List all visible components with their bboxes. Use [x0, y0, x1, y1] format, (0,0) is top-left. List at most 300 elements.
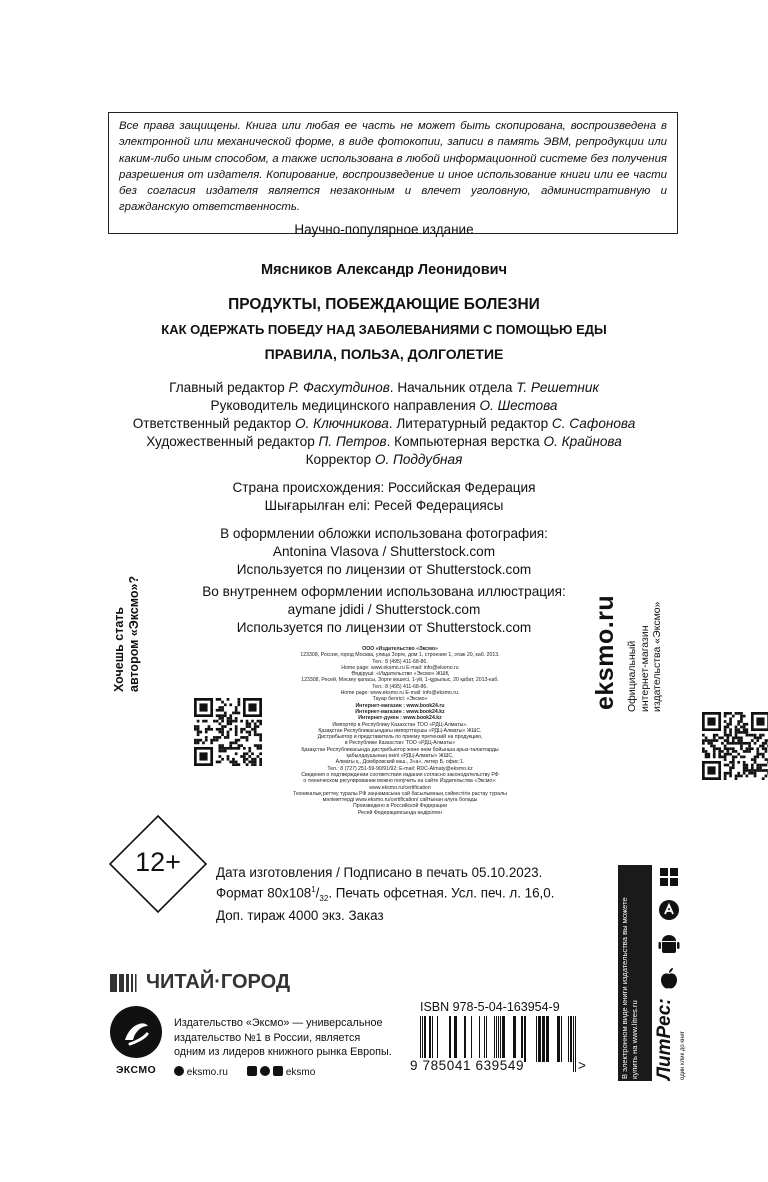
- qr-module: [251, 763, 254, 766]
- format-text: Формат 80х108: [216, 885, 312, 901]
- qr-module: [759, 745, 762, 748]
- title-sub1: КАК ОДЕРЖАТЬ ПОБЕДУ НАД ЗАБОЛЕВАНИЯМИ С ПОМОЩЬЮ ЕДЫ: [161, 322, 607, 337]
- qr-module: [743, 756, 746, 759]
- qr-module: [232, 758, 235, 761]
- qr-module: [746, 769, 749, 772]
- qr-module: [740, 717, 743, 720]
- qr-module: [221, 714, 224, 717]
- qr-module: [756, 736, 759, 739]
- qr-module: [754, 761, 757, 764]
- qr-module: [732, 747, 735, 750]
- qr-module: [707, 753, 710, 756]
- qr-module: [721, 736, 724, 739]
- imprint-line: Сведения о подтверждении соответствия издания согласно законодательству РФ: [301, 771, 499, 778]
- qr-module: [751, 766, 754, 769]
- qr-module: [229, 747, 232, 750]
- qr-module: [205, 728, 208, 731]
- eksmo-social[interactable]: eksmo: [285, 1067, 316, 1078]
- barcode-bar: [429, 1016, 431, 1062]
- qr-module: [746, 747, 749, 750]
- qr-module: [726, 712, 729, 715]
- qr-module: [259, 747, 262, 750]
- qr-module: [218, 744, 221, 747]
- qr-module: [732, 750, 735, 753]
- barcode-bar: [424, 1016, 426, 1062]
- qr-module: [259, 720, 262, 723]
- qr-module: [259, 722, 262, 725]
- qr-module: [232, 763, 235, 766]
- qr-module: [732, 739, 735, 742]
- qr-module: [762, 745, 765, 748]
- qr-module: [213, 739, 216, 742]
- qr-module: [254, 761, 257, 764]
- qr-module: [216, 761, 219, 764]
- imprint-line: в Республике Казахстан: ТОО «РДЦ-Алматы»: [344, 740, 456, 747]
- qr-module: [257, 744, 260, 747]
- qr-module: [729, 753, 732, 756]
- qr-module: [216, 709, 219, 712]
- qr-module: [224, 736, 227, 739]
- qr-module: [221, 758, 224, 761]
- qr-module: [259, 752, 262, 755]
- qr-module: [740, 747, 743, 750]
- qr-module: [743, 772, 746, 775]
- qr-module: [726, 764, 729, 767]
- qr-module: [762, 747, 765, 750]
- qr-finder: [707, 717, 715, 725]
- qr-module: [194, 725, 197, 728]
- qr-module: [235, 725, 238, 728]
- qr-module: [732, 758, 735, 761]
- qr-module: [743, 726, 746, 729]
- barcode-bar: [570, 1016, 572, 1062]
- qr-module: [197, 739, 200, 742]
- barcode-bar: [513, 1016, 516, 1062]
- qr-module: [246, 731, 249, 734]
- qr-module: [218, 761, 221, 764]
- qr-module: [735, 756, 738, 759]
- qr-module: [743, 766, 746, 769]
- isbn: ISBN 978-5-04-163954-9: [420, 1000, 560, 1014]
- qr-module: [729, 766, 732, 769]
- qr-module: [713, 745, 716, 748]
- eksmo-site[interactable]: eksmo.ru: [186, 1067, 228, 1078]
- qr-module: [235, 709, 238, 712]
- barcode-bar: [536, 1016, 537, 1062]
- qr-module: [197, 725, 200, 728]
- qr-module: [218, 736, 221, 739]
- windows-icon: [658, 866, 680, 888]
- qr-module: [732, 742, 735, 745]
- imprint-line: қабылдаушының өкілі «РДЦ-Алматы» ЖШС,: [346, 753, 454, 760]
- qr-module: [724, 753, 727, 756]
- author-invite-l2: автором «Эксмо»?: [127, 575, 141, 692]
- qr-module: [762, 753, 765, 756]
- qr-code-right: [702, 712, 768, 780]
- qr-module: [235, 720, 238, 723]
- qr-module: [208, 725, 211, 728]
- qr-module: [732, 756, 735, 759]
- web-icon: [174, 1066, 184, 1076]
- qr-module: [751, 747, 754, 750]
- author: Мясников Александр Леонидович: [261, 262, 507, 278]
- qr-module: [746, 766, 749, 769]
- qr-module: [218, 731, 221, 734]
- qr-module: [205, 739, 208, 742]
- credit-role: Ответственный редактор: [132, 416, 295, 431]
- qr-module: [726, 742, 729, 745]
- qr-module: [748, 772, 751, 775]
- qr-module: [227, 758, 230, 761]
- qr-module: [751, 769, 754, 772]
- qr-module: [724, 715, 727, 718]
- barcode-bar: [561, 1016, 562, 1062]
- qr-module: [748, 745, 751, 748]
- qr-module: [751, 764, 754, 767]
- litres-banner-text: [620, 897, 640, 1079]
- qr-module: [710, 745, 713, 748]
- barcode-bar: [486, 1016, 487, 1062]
- qr-module: [248, 731, 251, 734]
- qr-module: [254, 763, 257, 766]
- barcode-bar: [479, 1016, 480, 1062]
- qr-module: [251, 752, 254, 755]
- qr-module: [232, 742, 235, 745]
- inner-illustration-l3: Используется по лицензии от Shutterstock.com: [236, 620, 532, 635]
- print-format: Формат $80х108^1/_{32}$. Печать офсетная. Усл. печ. л. 16,0.: [216, 885, 555, 904]
- qr-module: [746, 750, 749, 753]
- qr-module: [759, 736, 762, 739]
- qr-module: [221, 701, 224, 704]
- qr-module: [216, 720, 219, 723]
- qr-module: [218, 706, 221, 709]
- qr-module: [251, 720, 254, 723]
- barcode-bar: [484, 1016, 485, 1062]
- barcode-bar: [471, 1016, 472, 1062]
- qr-module: [729, 761, 732, 764]
- qr-module: [197, 733, 200, 736]
- qr-module: [246, 722, 249, 725]
- qr-module: [259, 739, 262, 742]
- qr-module: [246, 725, 249, 728]
- qr-module: [716, 739, 719, 742]
- qr-module: [248, 747, 251, 750]
- eksmo-promo-l2: издательство №1 в России, является: [174, 1031, 361, 1044]
- qr-module: [735, 728, 738, 731]
- qr-module: [205, 720, 208, 723]
- qr-module: [254, 728, 257, 731]
- qr-module: [743, 750, 746, 753]
- qr-code-left: [194, 698, 262, 766]
- imprint-line: Импортёр в Республику Казахстан ТОО «РДЦ-Алматы».: [332, 721, 468, 728]
- qr-module: [740, 712, 743, 715]
- eksmo-promo-l1: Издательство «Эксмо» — универсальное: [174, 1017, 383, 1029]
- qr-module: [743, 731, 746, 734]
- qr-module: [748, 734, 751, 737]
- qr-module: [737, 720, 740, 723]
- qr-module: [210, 742, 213, 745]
- qr-module: [726, 726, 729, 729]
- qr-finder: [199, 752, 207, 760]
- qr-module: [737, 731, 740, 734]
- qr-module: [729, 720, 732, 723]
- imprint-line: Техникалық реттеу туралы РФ заңнамасына сай басылымның сәйкестігін растау туралы: [293, 790, 507, 797]
- qr-module: [721, 750, 724, 753]
- qr-module: [762, 742, 765, 745]
- qr-module: [259, 761, 262, 764]
- qr-module: [729, 747, 732, 750]
- qr-module: [227, 731, 230, 734]
- qr-module: [246, 763, 249, 766]
- qr-module: [765, 747, 768, 750]
- qr-module: [765, 769, 768, 772]
- qr-module: [246, 736, 249, 739]
- qr-module: [238, 744, 241, 747]
- qr-module: [716, 734, 719, 737]
- qr-module: [748, 742, 751, 745]
- qr-module: [229, 720, 232, 723]
- qr-module: [729, 712, 732, 715]
- qr-module: [221, 725, 224, 728]
- credits-line-3: [0, 416, 768, 431]
- rights-notice: Все права защищены. Книга или любая ее часть не может быть скопирована, воспроизведена в электронной или механической форме, в виде фотокопии, записи в память ЭВМ, репродукции или каким-либо иным способом, а также использована в любой информационной системе без получения разрешения от издателя. Копирование, воспроизведение и иное использование книги или ее части без согласия издателя является незаконным и влечет уголовную, административную и гражданскую ответственность.: [108, 112, 678, 234]
- qr-module: [746, 734, 749, 737]
- qr-module: [197, 720, 200, 723]
- qr-module: [735, 777, 738, 780]
- qr-module: [765, 739, 768, 742]
- eksmo-shop-l3: издательства «Эксмо»: [651, 601, 663, 712]
- qr-module: [729, 772, 732, 775]
- qr-module: [218, 714, 221, 717]
- qr-module: [240, 720, 243, 723]
- imprint-line: мәліметтерді www.eksmo.ru/certification/ сайтынан алуға болады: [322, 797, 478, 804]
- litres-tagline: один клик до книг: [680, 1031, 686, 1080]
- imprint-line: о техническом регулировании можно получить на сайте Издательства «Эксмо»:: [303, 778, 497, 785]
- qr-module: [229, 728, 232, 731]
- eksmo-promo: [174, 1016, 392, 1060]
- qr-module: [702, 734, 705, 737]
- qr-module: [251, 728, 254, 731]
- qr-module: [240, 731, 243, 734]
- qr-module: [221, 717, 224, 720]
- qr-module: [227, 747, 230, 750]
- qr-module: [240, 744, 243, 747]
- qr-module: [218, 755, 221, 758]
- imprint-line: Интернет-магазин : www.book24.ru: [355, 702, 445, 709]
- qr-module: [227, 717, 230, 720]
- credit-person: С. Сафонова: [551, 416, 636, 431]
- qr-module: [737, 775, 740, 778]
- qr-module: [257, 720, 260, 723]
- qr-module: [194, 739, 197, 742]
- qr-module: [213, 720, 216, 723]
- qr-module: [748, 747, 751, 750]
- qr-module: [724, 758, 727, 761]
- qr-module: [729, 742, 732, 745]
- barcode-arrow: >: [578, 1058, 586, 1073]
- qr-module: [213, 736, 216, 739]
- credits-line-4: [0, 434, 768, 449]
- barcode-bar: [546, 1016, 549, 1062]
- barcode-bar: [521, 1016, 523, 1062]
- imprint-line: Қазақстан Республикасында дистрибьютор және өнім бойынша арыз-талаптарды: [301, 746, 499, 753]
- qr-module: [221, 731, 224, 734]
- eksmo-shop-l1: Официальный: [626, 640, 638, 712]
- qr-module: [257, 733, 260, 736]
- qr-module: [259, 744, 262, 747]
- qr-module: [216, 698, 219, 701]
- age-rating-badge: [108, 814, 208, 914]
- barcode-bar: [568, 1016, 569, 1062]
- qr-module: [197, 728, 200, 731]
- credits-line-5: [0, 452, 768, 467]
- imprint-line: www.eksmo.ru/certification: [369, 784, 431, 791]
- qr-module: [705, 756, 708, 759]
- qr-module: [746, 764, 749, 767]
- qr-module: [726, 747, 729, 750]
- qr-module: [735, 731, 738, 734]
- qr-module: [707, 756, 710, 759]
- qr-module: [726, 750, 729, 753]
- credit-role: . Компьютерная верстка: [386, 434, 544, 449]
- qr-module: [756, 747, 759, 750]
- qr-module: [221, 728, 224, 731]
- qr-module: [216, 739, 219, 742]
- qr-module: [216, 736, 219, 739]
- qr-module: [743, 715, 746, 718]
- qr-module: [210, 728, 213, 731]
- imprint-line: Тел.: 8 (495) 411-68-86.: [372, 658, 428, 665]
- origin-kz: Шығарылған елі: Ресей Федерациясы: [264, 498, 504, 513]
- qr-module: [227, 736, 230, 739]
- imprint-line: Қазақстан Республикасындағы импорттаушы «РДЦ-Алматы» ЖШС.: [318, 727, 482, 734]
- vk-icon: [247, 1066, 257, 1076]
- imprint-line: Тел.: 8 (495) 411-68-86.: [372, 683, 428, 690]
- qr-module: [218, 728, 221, 731]
- android-icon: [658, 932, 680, 956]
- qr-module: [224, 712, 227, 715]
- qr-module: [246, 739, 249, 742]
- qr-module: [740, 775, 743, 778]
- qr-module: [724, 728, 727, 731]
- qr-module: [743, 728, 746, 731]
- barcode-bar: [449, 1016, 451, 1062]
- qr-module: [240, 736, 243, 739]
- qr-module: [197, 742, 200, 745]
- qr-module: [227, 720, 230, 723]
- ok-icon: [273, 1066, 283, 1076]
- qr-module: [724, 726, 727, 729]
- qr-module: [238, 763, 241, 766]
- qr-module: [224, 714, 227, 717]
- qr-module: [737, 742, 740, 745]
- qr-module: [243, 728, 246, 731]
- qr-module: [232, 747, 235, 750]
- qr-module: [216, 728, 219, 731]
- qr-module: [759, 764, 762, 767]
- qr-module: [705, 750, 708, 753]
- qr-module: [732, 764, 735, 767]
- qr-module: [729, 775, 732, 778]
- qr-module: [746, 723, 749, 726]
- qr-module: [235, 712, 238, 715]
- imprint-line: Өндіруші: «Издательство «Эксмо» ЖШҚ: [351, 671, 449, 678]
- qr-module: [724, 731, 727, 734]
- qr-module: [240, 755, 243, 758]
- qr-module: [248, 733, 251, 736]
- qr-module: [746, 742, 749, 745]
- barcode-bar: [542, 1016, 545, 1062]
- qr-module: [713, 739, 716, 742]
- qr-module: [724, 720, 727, 723]
- credit-person: Т. Решетник: [516, 380, 599, 395]
- qr-module: [735, 726, 738, 729]
- qr-module: [721, 742, 724, 745]
- qr-module: [702, 747, 705, 750]
- qr-module: [251, 761, 254, 764]
- qr-module: [713, 756, 716, 759]
- imprint-line: Ресей Федерациясында өндірілген: [357, 809, 443, 816]
- qr-module: [726, 753, 729, 756]
- qr-module: [740, 756, 743, 759]
- qr-module: [729, 723, 732, 726]
- qr-module: [218, 722, 221, 725]
- qr-module: [235, 728, 238, 731]
- barcode-bar: [464, 1016, 466, 1062]
- qr-module: [257, 755, 260, 758]
- print-run: Доп. тираж 4000 экз. Заказ: [216, 908, 384, 924]
- qr-module: [756, 769, 759, 772]
- qr-module: [254, 731, 257, 734]
- qr-module: [756, 756, 759, 759]
- qr-module: [202, 720, 205, 723]
- credit-person: О. Поддубная: [374, 452, 463, 467]
- qr-module: [705, 739, 708, 742]
- qr-module: [726, 736, 729, 739]
- litres-logo: ЛитРес:: [654, 998, 675, 1080]
- qr-module: [740, 731, 743, 734]
- qr-module: [765, 750, 768, 753]
- qr-module: [754, 742, 757, 745]
- qr-module: [257, 747, 260, 750]
- qr-finder: [756, 717, 764, 725]
- eksmo-shop-caption: [626, 602, 664, 713]
- barcode-bar: [557, 1016, 560, 1062]
- qr-module: [713, 750, 716, 753]
- qr-module: [729, 734, 732, 737]
- qr-module: [726, 772, 729, 775]
- qr-module: [221, 747, 224, 750]
- qr-module: [751, 772, 754, 775]
- qr-module: [765, 758, 768, 761]
- credit-role: . Начальник отдела: [389, 380, 517, 395]
- qr-module: [746, 731, 749, 734]
- qr-module: [254, 733, 257, 736]
- imprint-line: Home page: www.eksmo.ru E-mail: info@eksmo.ru: [341, 664, 459, 671]
- qr-module: [240, 728, 243, 731]
- qr-module: [732, 766, 735, 769]
- qr-module: [227, 755, 230, 758]
- age-rating: 12+: [135, 847, 181, 877]
- qr-module: [221, 744, 224, 747]
- credit-role: Руководитель медицинского направления: [210, 398, 480, 413]
- qr-module: [254, 722, 257, 725]
- format-frac-num: 1: [311, 885, 316, 894]
- qr-module: [199, 739, 202, 742]
- qr-module: [740, 745, 743, 748]
- qr-module: [705, 736, 708, 739]
- eksmo-shop-l2: интернет-магазин: [638, 625, 651, 712]
